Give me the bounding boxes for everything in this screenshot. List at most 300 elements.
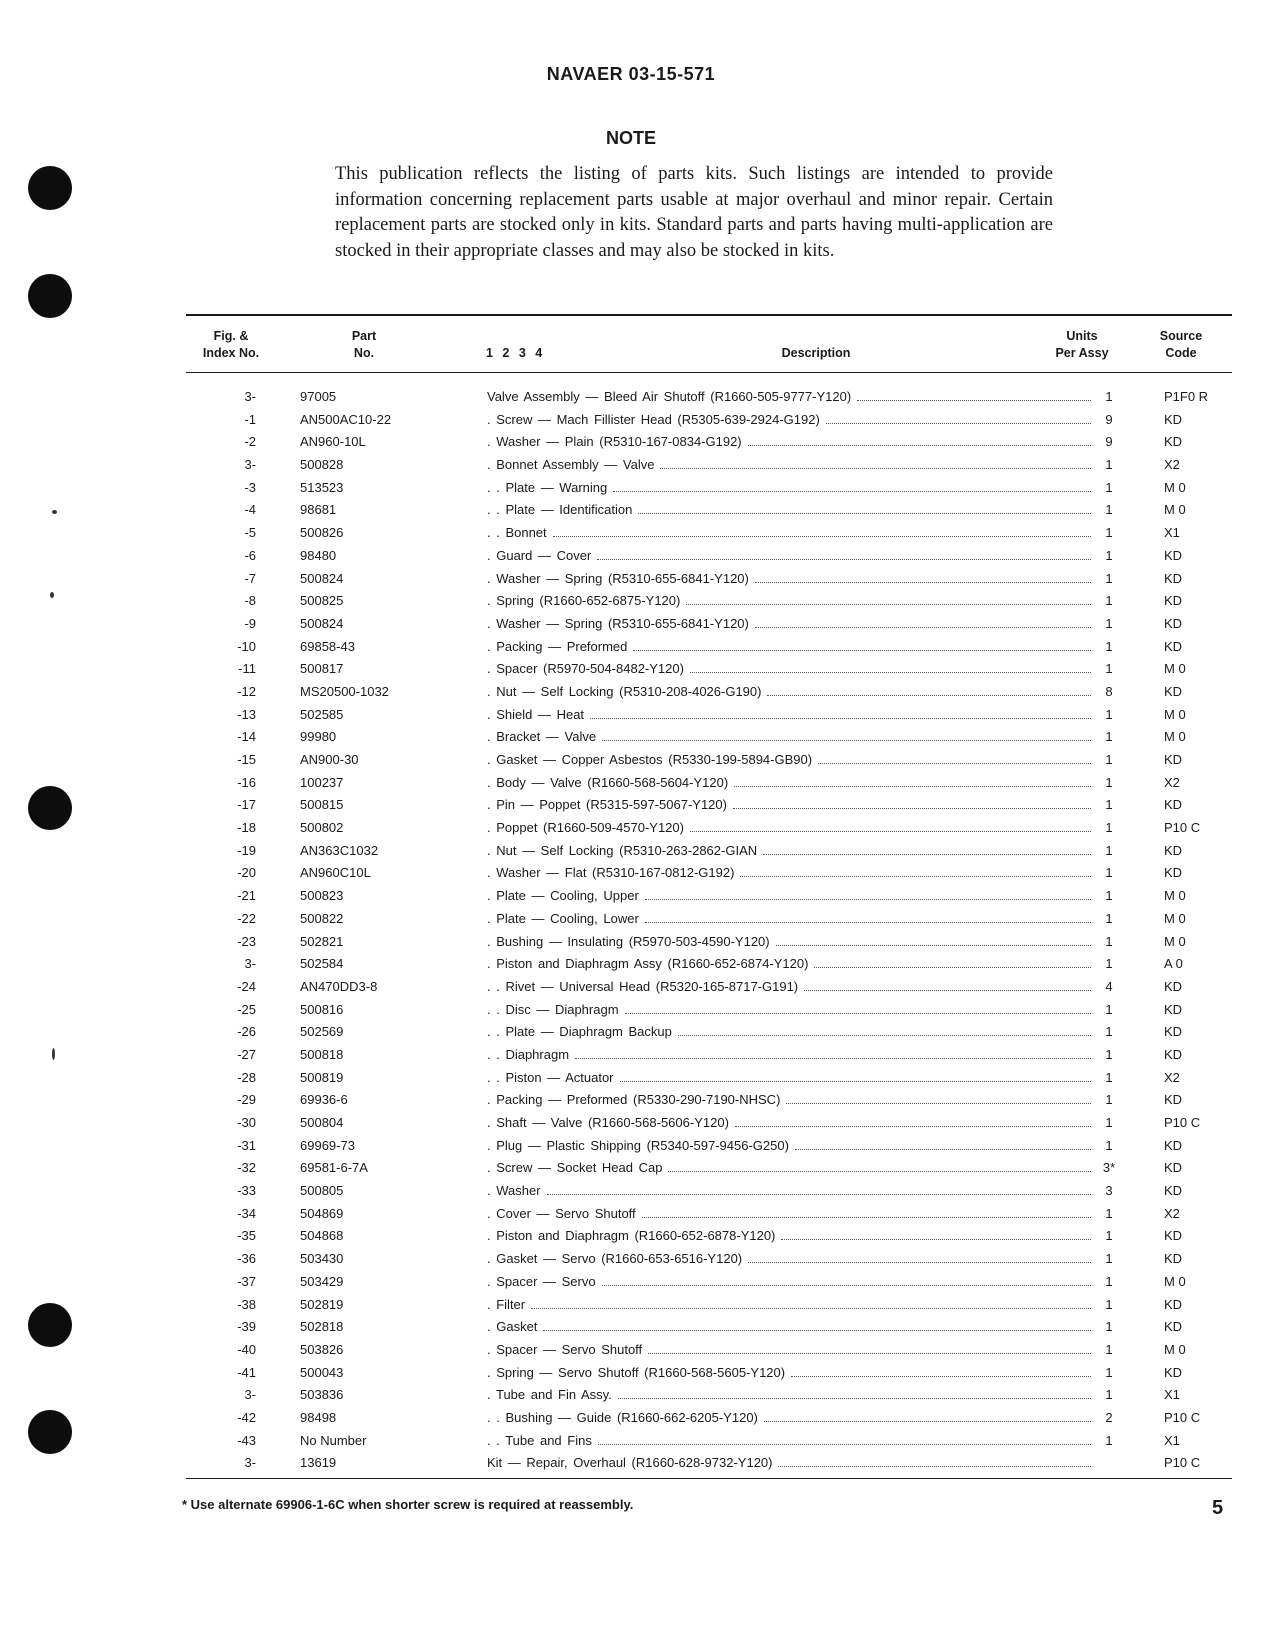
cell-part-no: 500804 <box>300 1115 344 1130</box>
cell-units: 1 <box>1105 661 1113 677</box>
cell-fig-index: -25 <box>237 1001 256 1017</box>
cell-part-no: 500815 <box>300 797 344 813</box>
cell-units: 1 <box>1105 729 1113 745</box>
cell-description <box>487 817 1091 840</box>
cell-source-code: KD <box>1164 683 1183 699</box>
cell-description <box>487 726 1091 749</box>
cell-fig-index: 3- <box>244 1387 256 1403</box>
dot-leader <box>733 794 1091 809</box>
cell-units: 3* <box>1102 1160 1116 1176</box>
cell-source-code: KD <box>1164 1319 1183 1335</box>
cell-part-no: 99980 <box>300 729 337 745</box>
dot-leader <box>826 409 1091 424</box>
dot-leader <box>767 681 1091 696</box>
table-row <box>186 704 1232 727</box>
table-row <box>186 1452 1232 1475</box>
cell-source-code: M 0 <box>1164 933 1186 949</box>
dot-leader <box>531 1294 1091 1309</box>
cell-source-code: KD <box>1164 411 1183 427</box>
cell-part-no: AN960-10L <box>300 434 366 450</box>
cell-description <box>487 1203 1091 1226</box>
dot-leader <box>602 726 1091 741</box>
table-row <box>186 1339 1232 1362</box>
cell-description-text: Valve Assembly — Bleed Air Shutoff (R1660-505-9777-Y120) <box>487 389 852 404</box>
cell-description <box>487 862 1091 885</box>
cell-description-text: . Piston and Diaphragm (R1660-652-6878-Y120) <box>487 1228 776 1244</box>
cell-units: 1 <box>1105 479 1113 495</box>
cell-source-code: P10 C <box>1164 1409 1201 1425</box>
table-row <box>186 1248 1232 1271</box>
cell-units: 1 <box>1105 502 1113 518</box>
cell-units: 1 <box>1105 1069 1113 1085</box>
cell-description-text: . Filter <box>487 1296 526 1312</box>
cell-description <box>487 749 1091 772</box>
cell-units: 1 <box>1105 1364 1113 1380</box>
header-part-text: Part No. <box>351 329 377 360</box>
table-row <box>186 1021 1232 1044</box>
table-row <box>186 1157 1232 1180</box>
cell-part-no: 500802 <box>300 820 344 836</box>
cell-description-text: . Cover — Servo Shutoff <box>487 1205 636 1221</box>
dot-leader <box>734 772 1091 787</box>
cell-description <box>487 908 1091 931</box>
dot-leader <box>645 885 1091 900</box>
table-row <box>186 636 1232 659</box>
header-units-text: Units Per Assy <box>1055 329 1109 360</box>
cell-units: 1 <box>1105 1432 1113 1448</box>
header-units <box>1041 328 1123 362</box>
cell-description-text: . Pin — Poppet (R5315-597-5067-Y120) <box>487 797 727 813</box>
page-number: 5 <box>1212 1497 1224 1519</box>
cell-source-code: KD <box>1164 1160 1183 1176</box>
cell-description-text: . Screw — Socket Head Cap <box>487 1160 663 1176</box>
cell-source-code: X2 <box>1164 1069 1180 1085</box>
dot-leader <box>633 636 1091 651</box>
dot-leader <box>804 976 1091 991</box>
cell-units: 1 <box>1105 956 1113 972</box>
cell-source-code: KD <box>1164 1137 1183 1153</box>
cell-description <box>487 931 1091 954</box>
cell-units: 1 <box>1105 797 1113 813</box>
table-row <box>186 477 1232 500</box>
cell-description-text: . . Rivet — Universal Head (R5320-165-8717-G191) <box>487 978 799 994</box>
cell-description <box>487 1316 1091 1339</box>
cell-description-text: . Shield — Heat <box>487 706 585 722</box>
cell-units: 1 <box>1105 910 1113 926</box>
cell-description-text: . Spacer — Servo <box>487 1273 596 1289</box>
cell-units: 1 <box>1105 752 1113 767</box>
cell-description <box>487 1362 1091 1385</box>
cell-source-code: KD <box>1164 978 1183 994</box>
cell-units: 8 <box>1105 683 1113 699</box>
cell-description-text: . Bushing — Insulating (R5970-503-4590-Y120) <box>487 933 770 949</box>
cell-source-code: KD <box>1164 865 1183 881</box>
cell-units: 1 <box>1105 1092 1113 1108</box>
cell-source-code: P1F0 R <box>1164 389 1209 404</box>
cell-part-no: 503826 <box>300 1341 344 1357</box>
cell-description-text: . . Bonnet <box>487 525 547 541</box>
table-row <box>186 613 1232 636</box>
cell-source-code: A 0 <box>1164 956 1183 972</box>
table-row <box>186 1203 1232 1226</box>
cell-description-text: . Bracket — Valve <box>487 729 597 745</box>
dot-leader <box>553 522 1091 537</box>
cell-units: 1 <box>1105 615 1113 631</box>
cell-description <box>487 1407 1091 1430</box>
cell-part-no: 69936-6 <box>300 1092 348 1108</box>
cell-fig-index: -23 <box>237 933 256 949</box>
cell-part-no: 69969-73 <box>300 1137 355 1153</box>
cell-description-text: . Plate — Cooling, Lower <box>487 910 639 926</box>
cell-description <box>487 681 1091 704</box>
cell-units: 1 <box>1105 1205 1113 1221</box>
cell-fig-index: -42 <box>237 1409 256 1425</box>
cell-description-text: . Nut — Self Locking (R5310-263-2862-GIAN <box>487 842 758 858</box>
cell-fig-index: -8 <box>244 593 256 609</box>
cell-description <box>487 409 1091 432</box>
cell-fig-index: -16 <box>237 774 256 790</box>
cell-description <box>487 1112 1091 1135</box>
cell-description-text: . . Tube and Fins <box>487 1432 592 1448</box>
cell-description <box>487 477 1091 500</box>
cell-fig-index: -10 <box>237 638 256 654</box>
cell-description <box>487 999 1091 1022</box>
dot-leader <box>678 1021 1091 1036</box>
table-row <box>186 568 1232 591</box>
cell-source-code: KD <box>1164 434 1183 450</box>
cell-fig-index: -37 <box>237 1273 256 1289</box>
footnote: * Use alternate 69906-1-6C when shorter screw is required at reassembly. <box>182 1497 634 1512</box>
cell-part-no: 502585 <box>300 706 344 722</box>
cell-source-code: KD <box>1164 570 1183 586</box>
cell-part-no: 500823 <box>300 888 344 904</box>
cell-fig-index: -5 <box>244 525 256 541</box>
cell-description-text: . Poppet (R1660-509-4570-Y120) <box>487 820 684 836</box>
table-row <box>186 1271 1232 1294</box>
cell-description <box>487 1180 1091 1203</box>
cell-source-code: KD <box>1164 615 1183 631</box>
cell-part-no: 513523 <box>300 479 344 495</box>
table-row <box>186 1180 1232 1203</box>
cell-fig-index: -4 <box>244 502 256 518</box>
cell-description <box>487 454 1091 477</box>
table-row <box>186 1089 1232 1112</box>
cell-units: 1 <box>1105 389 1113 404</box>
cell-part-no: AN900-30 <box>300 752 359 767</box>
cell-units: 1 <box>1105 457 1113 473</box>
cell-description-text: . . Disc — Diaphragm <box>487 1001 619 1017</box>
cell-description <box>487 568 1091 591</box>
cell-description-text: . Washer — Spring (R5310-655-6841-Y120) <box>487 570 749 586</box>
cell-fig-index: -35 <box>237 1228 256 1244</box>
cell-fig-index: 3- <box>244 457 256 473</box>
header-source <box>1144 328 1218 362</box>
cell-source-code: KD <box>1164 638 1183 654</box>
cell-fig-index: -17 <box>237 797 256 813</box>
cell-units: 4 <box>1105 978 1113 994</box>
header-levels: 1 2 3 4 <box>486 346 543 360</box>
cell-description <box>487 658 1091 681</box>
cell-description-text: . . Plate — Identification <box>487 502 633 518</box>
cell-description <box>487 1067 1091 1090</box>
cell-units: 1 <box>1105 1251 1113 1267</box>
cell-source-code: KD <box>1164 1251 1183 1267</box>
table-row <box>186 1362 1232 1385</box>
cell-units: 1 <box>1105 1319 1113 1335</box>
cell-source-code: KD <box>1164 1364 1183 1380</box>
cell-description-text: . Washer <box>487 1183 541 1199</box>
cell-fig-index: -36 <box>237 1251 256 1267</box>
cell-description <box>487 1248 1091 1271</box>
cell-part-no: 69858-43 <box>300 638 355 654</box>
cell-units: 1 <box>1105 570 1113 586</box>
cell-fig-index: -7 <box>244 570 256 586</box>
cell-description-text: . . Plate — Diaphragm Backup <box>487 1024 672 1040</box>
cell-source-code: KD <box>1164 1001 1183 1017</box>
cell-source-code: M 0 <box>1164 1273 1186 1289</box>
cell-description <box>487 794 1091 817</box>
cell-units: 9 <box>1105 411 1113 427</box>
cell-description-text: . Gasket — Servo (R1660-653-6516-Y120) <box>487 1251 743 1267</box>
cell-description-text: . Plate — Cooling, Upper <box>487 888 639 904</box>
table-row <box>186 681 1232 704</box>
cell-description-text: . Body — Valve (R1660-568-5604-Y120) <box>487 774 729 790</box>
cell-units: 1 <box>1105 1137 1113 1153</box>
cell-source-code: X2 <box>1164 774 1180 790</box>
cell-description-text: . Gasket <box>487 1319 538 1335</box>
dot-leader <box>645 908 1091 923</box>
cell-fig-index: -29 <box>237 1092 256 1108</box>
cell-description <box>487 1021 1091 1044</box>
cell-description-text: Kit — Repair, Overhaul (R1660-628-9732-Y120) <box>487 1455 773 1471</box>
cell-units: 1 <box>1105 1341 1113 1357</box>
cell-part-no: 500825 <box>300 593 344 609</box>
cell-description-text: . Guard — Cover <box>487 547 592 563</box>
header-fig-text: Fig. & Index No. <box>202 329 260 360</box>
cell-units: 1 <box>1105 1115 1113 1130</box>
dot-leader <box>602 1271 1091 1286</box>
cell-description <box>487 431 1091 454</box>
table-row <box>186 1135 1232 1158</box>
cell-description-text: . . Piston — Actuator <box>487 1069 614 1085</box>
cell-description <box>487 1452 1091 1475</box>
cell-units: 1 <box>1105 547 1113 563</box>
cell-source-code: M 0 <box>1164 729 1186 745</box>
cell-units: 1 <box>1105 888 1113 904</box>
dot-leader <box>818 749 1091 764</box>
cell-source-code: KD <box>1164 1296 1183 1312</box>
document-id: NAVAER 03-15-571 <box>546 64 716 84</box>
dot-leader <box>690 817 1091 832</box>
cell-units: 1 <box>1105 706 1113 722</box>
cell-fig-index: -14 <box>237 729 256 745</box>
scan-speck <box>50 592 54 598</box>
cell-part-no: 502584 <box>300 956 344 972</box>
cell-part-no: 97005 <box>300 389 337 404</box>
cell-fig-index: -21 <box>237 888 256 904</box>
cell-fig-index: -1 <box>244 411 256 427</box>
cell-source-code: P10 C <box>1164 1455 1201 1471</box>
cell-fig-index: -39 <box>237 1319 256 1335</box>
cell-fig-index: 3- <box>244 389 256 404</box>
dot-leader <box>668 1157 1091 1172</box>
cell-units: 1 <box>1105 1024 1113 1040</box>
cell-fig-index: -31 <box>237 1137 256 1153</box>
cell-source-code: P10 C <box>1164 820 1201 836</box>
cell-fig-index: -24 <box>237 978 256 994</box>
cell-description <box>487 885 1091 908</box>
cell-fig-index: -34 <box>237 1205 256 1221</box>
cell-description <box>487 1294 1091 1317</box>
table-row <box>186 862 1232 885</box>
cell-description-text: . Spring (R1660-652-6875-Y120) <box>487 593 681 609</box>
dot-leader <box>597 545 1091 560</box>
cell-fig-index: -19 <box>237 842 256 858</box>
cell-part-no: AN470DD3-8 <box>300 978 378 994</box>
cell-description-text: . Bonnet Assembly — Valve <box>487 457 655 473</box>
cell-fig-index: 3- <box>244 956 256 972</box>
cell-description <box>487 1044 1091 1067</box>
binder-hole <box>28 166 72 210</box>
cell-description-text: . Nut — Self Locking (R5310-208-4026-G190) <box>487 683 762 699</box>
table-row <box>186 1384 1232 1407</box>
cell-description-text: . Packing — Preformed (R5330-290-7190-NHSC) <box>487 1092 781 1108</box>
cell-source-code: X1 <box>1164 1387 1180 1403</box>
cell-part-no: 504868 <box>300 1228 344 1244</box>
header-source-text: Source Code <box>1159 329 1203 360</box>
table-row <box>186 1112 1232 1135</box>
table-row <box>186 499 1232 522</box>
cell-part-no: 500826 <box>300 525 344 541</box>
table-row <box>186 999 1232 1022</box>
cell-units: 3 <box>1105 1183 1113 1199</box>
cell-description-text: . Packing — Preformed <box>487 638 628 654</box>
dot-leader <box>625 999 1091 1014</box>
cell-units: 1 <box>1105 1296 1113 1312</box>
table-row <box>186 409 1232 432</box>
dot-leader <box>786 1089 1091 1104</box>
cell-source-code: KD <box>1164 547 1183 563</box>
cell-part-no: 503836 <box>300 1387 344 1403</box>
cell-description <box>487 522 1091 545</box>
cell-fig-index: -11 <box>238 661 256 677</box>
table-row <box>186 1067 1232 1090</box>
cell-fig-index: -15 <box>237 752 256 767</box>
cell-description-text: . Plug — Plastic Shipping (R5340-597-9456-G250) <box>487 1137 789 1153</box>
dot-leader <box>791 1362 1091 1377</box>
cell-part-no: 98681 <box>300 502 337 518</box>
parts-table <box>186 314 1232 1475</box>
table-row <box>186 658 1232 681</box>
cell-fig-index: -38 <box>237 1296 256 1312</box>
header-fig-index <box>186 328 276 362</box>
binder-hole <box>28 1410 72 1454</box>
table-body <box>186 373 1232 1475</box>
dot-leader <box>690 658 1091 673</box>
cell-description <box>487 1339 1091 1362</box>
cell-description <box>487 545 1091 568</box>
scan-speck <box>52 1048 55 1060</box>
dot-leader <box>776 931 1091 946</box>
table-row <box>186 522 1232 545</box>
cell-source-code: M 0 <box>1164 661 1186 677</box>
table-row <box>186 908 1232 931</box>
dot-leader <box>638 499 1091 514</box>
cell-part-no: 69581-6-7A <box>300 1160 368 1176</box>
cell-source-code: KD <box>1164 1228 1183 1244</box>
cell-part-no: AN363C1032 <box>300 842 379 858</box>
table-row <box>186 749 1232 772</box>
cell-source-code: KD <box>1164 1024 1183 1040</box>
cell-source-code: KD <box>1164 1092 1183 1108</box>
cell-fig-index: -27 <box>237 1046 256 1062</box>
scan-speck <box>52 510 57 514</box>
table-row <box>186 1430 1232 1453</box>
cell-units: 1 <box>1105 1273 1113 1289</box>
cell-part-no: MS20500-1032 <box>300 683 389 699</box>
cell-fig-index: -12 <box>237 683 256 699</box>
dot-leader <box>781 1225 1091 1240</box>
cell-description-text: . Tube and Fin Assy. <box>487 1387 612 1403</box>
table-row <box>186 726 1232 749</box>
dot-leader <box>620 1067 1092 1082</box>
table-row <box>186 590 1232 613</box>
cell-units: 1 <box>1105 525 1113 541</box>
table-row <box>186 545 1232 568</box>
cell-fig-index: -32 <box>237 1160 256 1176</box>
cell-source-code: M 0 <box>1164 888 1186 904</box>
cell-units: 1 <box>1105 593 1113 609</box>
dot-leader <box>598 1430 1091 1445</box>
cell-description-text: . Shaft — Valve (R1660-568-5606-Y120) <box>487 1115 729 1130</box>
cell-source-code: X1 <box>1164 525 1180 541</box>
dot-leader <box>686 590 1091 605</box>
cell-fig-index: -26 <box>237 1024 256 1040</box>
cell-description <box>487 840 1091 863</box>
table-row <box>186 976 1232 999</box>
cell-part-no: 500819 <box>300 1069 344 1085</box>
cell-description <box>487 1271 1091 1294</box>
cell-description <box>487 613 1091 636</box>
cell-units: 1 <box>1105 933 1113 949</box>
cell-fig-index: 3- <box>244 1455 256 1471</box>
cell-part-no: AN960C10L <box>300 865 371 881</box>
cell-source-code: KD <box>1164 752 1183 767</box>
cell-source-code: P10 C <box>1164 1115 1201 1130</box>
cell-description <box>487 1157 1091 1180</box>
cell-part-no: 503430 <box>300 1251 344 1267</box>
cell-description <box>487 386 1091 409</box>
cell-part-no: 98480 <box>300 547 337 563</box>
dot-leader <box>547 1180 1091 1195</box>
dot-leader <box>814 953 1091 968</box>
cell-description <box>487 499 1091 522</box>
dot-leader <box>748 1248 1091 1263</box>
dot-leader <box>755 568 1091 583</box>
cell-description <box>487 1225 1091 1248</box>
cell-source-code: M 0 <box>1164 910 1186 926</box>
cell-description <box>487 953 1091 976</box>
dot-leader <box>740 862 1091 877</box>
dot-leader <box>795 1135 1091 1150</box>
cell-part-no: 503429 <box>300 1273 344 1289</box>
cell-description-text: . . Diaphragm <box>487 1046 570 1062</box>
cell-part-no: 500816 <box>300 1001 344 1017</box>
cell-description <box>487 704 1091 727</box>
cell-source-code: M 0 <box>1164 1341 1186 1357</box>
table-row <box>186 817 1232 840</box>
dot-leader <box>613 477 1091 492</box>
